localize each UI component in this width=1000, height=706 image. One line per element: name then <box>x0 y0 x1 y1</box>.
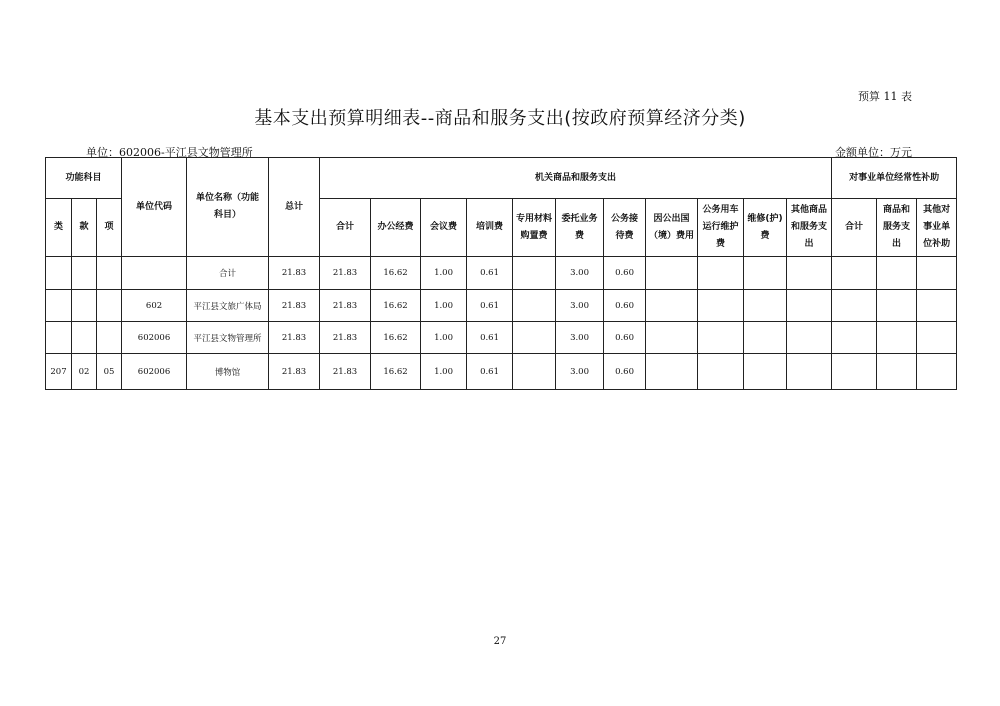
cell-materials <box>513 257 556 290</box>
cell-other <box>787 257 832 290</box>
header-org-total: 合计 <box>320 199 371 257</box>
cell-org-total: 21.83 <box>320 354 371 390</box>
cell-lei <box>46 257 72 290</box>
cell-name: 博物馆 <box>187 354 269 390</box>
cell-sub-total <box>832 257 877 290</box>
cell-sub-total <box>832 322 877 354</box>
header-subsidy: 对事业单位经常性补助 <box>832 158 957 199</box>
header-unit-name: 单位名称（功能科目） <box>187 158 269 257</box>
cell-sub-total <box>832 354 877 390</box>
cell-other <box>787 322 832 354</box>
cell-kuan <box>72 290 97 322</box>
cell-materials <box>513 290 556 322</box>
cell-code: 602 <box>122 290 187 322</box>
cell-sub-other <box>917 354 957 390</box>
cell-name: 平江县文旅广体局 <box>187 290 269 322</box>
cell-meeting: 1.00 <box>421 322 467 354</box>
cell-xiang: 05 <box>97 354 122 390</box>
amount-unit-label: 金额单位：万元 <box>835 146 912 159</box>
cell-sub-goods <box>877 354 917 390</box>
cell-office: 16.62 <box>371 257 421 290</box>
cell-org-total: 21.83 <box>320 322 371 354</box>
table-header <box>46 158 957 257</box>
cell-vehicle <box>698 257 744 290</box>
header-training: 培训费 <box>467 199 513 257</box>
header-subsidy-other: 其他对事业单位补助 <box>917 199 957 257</box>
cell-repair <box>744 322 787 354</box>
table-code: 预算 11 表 <box>858 90 912 103</box>
cell-org-total: 21.83 <box>320 290 371 322</box>
cell-lei: 207 <box>46 354 72 390</box>
cell-sub-goods <box>877 290 917 322</box>
header-lei: 类 <box>46 199 72 257</box>
cell-training: 0.61 <box>467 322 513 354</box>
header-reception: 公务接待费 <box>604 199 646 257</box>
cell-repair <box>744 354 787 390</box>
header-func-subject: 功能科目 <box>46 158 122 199</box>
cell-repair <box>744 257 787 290</box>
cell-total: 21.83 <box>269 354 320 390</box>
cell-sub-total <box>832 290 877 322</box>
header-abroad: 因公出国（境）费用 <box>646 199 698 257</box>
header-materials: 专用材料购置费 <box>513 199 556 257</box>
header-other: 其他商品和服务支出 <box>787 199 832 257</box>
header-repair: 维修(护)费 <box>744 199 787 257</box>
cell-materials <box>513 354 556 390</box>
cell-training: 0.61 <box>467 354 513 390</box>
cell-code: 602006 <box>122 322 187 354</box>
table-row <box>46 354 957 390</box>
cell-kuan: 02 <box>72 354 97 390</box>
cell-office: 16.62 <box>371 290 421 322</box>
unit-label: 单位：602006-平江县文物管理所 <box>86 146 253 159</box>
cell-total: 21.83 <box>269 257 320 290</box>
cell-code <box>122 257 187 290</box>
cell-name: 平江县文物管理所 <box>187 322 269 354</box>
cell-meeting: 1.00 <box>421 290 467 322</box>
cell-reception: 0.60 <box>604 322 646 354</box>
cell-meeting: 1.00 <box>421 354 467 390</box>
cell-sub-other <box>917 290 957 322</box>
table-row <box>46 257 957 290</box>
cell-entrusted: 3.00 <box>556 354 604 390</box>
cell-training: 0.61 <box>467 290 513 322</box>
table-body <box>46 257 957 390</box>
cell-lei <box>46 322 72 354</box>
cell-sub-goods <box>877 322 917 354</box>
header-office: 办公经费 <box>371 199 421 257</box>
cell-sub-other <box>917 257 957 290</box>
cell-vehicle <box>698 290 744 322</box>
cell-other <box>787 354 832 390</box>
cell-entrusted: 3.00 <box>556 257 604 290</box>
header-total: 总计 <box>269 158 320 257</box>
header-xiang: 项 <box>97 199 122 257</box>
cell-vehicle <box>698 354 744 390</box>
cell-kuan <box>72 322 97 354</box>
page-title: 基本支出预算明细表--商品和服务支出(按政府预算经济分类) <box>254 108 746 129</box>
cell-abroad <box>646 322 698 354</box>
header-subsidy-goods: 商品和服务支出 <box>877 199 917 257</box>
cell-entrusted: 3.00 <box>556 290 604 322</box>
cell-abroad <box>646 290 698 322</box>
header-unit-code: 单位代码 <box>122 158 187 257</box>
cell-abroad <box>646 354 698 390</box>
header-vehicle: 公务用车运行维护费 <box>698 199 744 257</box>
cell-repair <box>744 290 787 322</box>
cell-code: 602006 <box>122 354 187 390</box>
cell-xiang <box>97 290 122 322</box>
cell-vehicle <box>698 322 744 354</box>
header-subsidy-total: 合计 <box>832 199 877 257</box>
cell-office: 16.62 <box>371 322 421 354</box>
header-meeting: 会议费 <box>421 199 467 257</box>
cell-abroad <box>646 257 698 290</box>
header-entrusted: 委托业务费 <box>556 199 604 257</box>
cell-reception: 0.60 <box>604 354 646 390</box>
cell-training: 0.61 <box>467 257 513 290</box>
header-kuan: 款 <box>72 199 97 257</box>
cell-total: 21.83 <box>269 322 320 354</box>
cell-sub-other <box>917 322 957 354</box>
cell-reception: 0.60 <box>604 257 646 290</box>
cell-total: 21.83 <box>269 290 320 322</box>
cell-sub-goods <box>877 257 917 290</box>
budget-table <box>45 157 957 390</box>
cell-reception: 0.60 <box>604 290 646 322</box>
page-number: 27 <box>493 636 507 647</box>
table-row <box>46 290 957 322</box>
cell-meeting: 1.00 <box>421 257 467 290</box>
cell-xiang <box>97 257 122 290</box>
cell-materials <box>513 322 556 354</box>
cell-other <box>787 290 832 322</box>
cell-name: 合计 <box>187 257 269 290</box>
cell-lei <box>46 290 72 322</box>
header-org-goods: 机关商品和服务支出 <box>320 158 832 199</box>
cell-xiang <box>97 322 122 354</box>
cell-kuan <box>72 257 97 290</box>
cell-org-total: 21.83 <box>320 257 371 290</box>
cell-entrusted: 3.00 <box>556 322 604 354</box>
table-row <box>46 322 957 354</box>
cell-office: 16.62 <box>371 354 421 390</box>
